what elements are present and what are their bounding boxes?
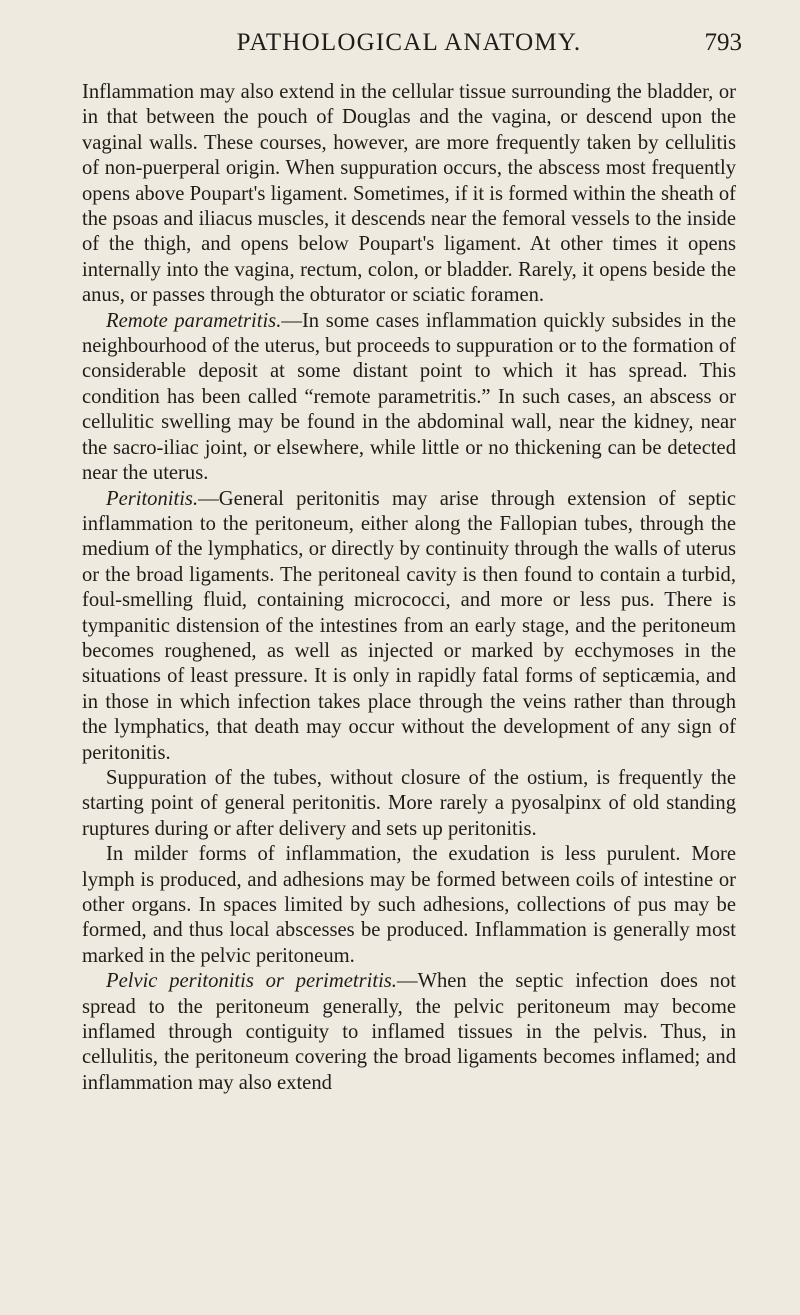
paragraph-text: Inflammation may also extend in the cellular tissue surrounding the bladder, or in that between the pouch of Douglas and the vagina, or descend upon the vaginal walls. These courses, however, are more frequently taken by cellulitis of non-puerperal origin. When suppuration occurs, the abscess most frequently opens above Poupart's ligament. Sometimes, if it is formed within the sheath of the psoas and iliacus muscles, it descends near the femoral vessels to the inside of the thigh, and opens below Poupart's ligament. At other times it opens internally into the vagina, rectum, colon, or bladder. Rarely, it opens beside the anus, or passes through the obturator or sciatic foramen.	[82, 81, 736, 307]
paragraph-text: —When the septic infection does not spread to the peritoneum generally, the pelvic peritoneum may become inflamed through contiguity to inflamed tissues in the pelvis. Thus, in cellulitis, the peritoneum covering the broad ligaments becomes inflamed; and inflammation may also extend	[82, 970, 736, 1094]
page-number: 793	[704, 29, 742, 56]
paragraph-cellular-extension	[82, 80, 736, 309]
paragraph-peritonitis	[82, 487, 736, 766]
paragraph-remote-parametritis	[82, 309, 736, 487]
paragraph-text: —In some cases inflammation quickly subsides in the neighbourhood of the uterus, but proceeds to suppuration or to the formation of considerable deposit at some distant point to which it has spread. This condition has been called “remote parametritis.” In such cases, an abscess or cellulitic swelling may be found in the abdominal wall, near the kidney, near the sacro-iliac joint, or elsewhere, while little or no thickening can be detected near the uterus.	[82, 309, 736, 485]
paragraph-pelvic-peritonitis	[82, 969, 736, 1096]
paragraph-milder-forms	[82, 842, 736, 969]
paragraph-suppuration-tubes	[82, 766, 736, 842]
paragraph-text: Suppuration of the tubes, without closure of the ostium, is frequently the starting point of general peritonitis. More rarely a pyosalpinx of old standing ruptures during or after delivery and sets up peritonitis.	[82, 766, 736, 840]
paragraph-text: —General peritonitis may arise through extension of septic inflammation to the peritoneum, either along the Fallopian tubes, through the medium of the lymphatics, or directly by continuity through the walls of uterus or the broad ligaments. The peritoneal cavity is then found to contain a turbid, foul-smelling fluid, containing micrococci, and more or less pus. There is tympanitic distension of the intestines from an early stage, and the peritoneum becomes roughened, as well as injected or marked by ecchymoses in the situations of least pressure. It is only in rapidly fatal forms of septicæmia, and in those in which infection takes place through the veins rather than through the lymphatics, that death may occur without the development of any sign of peritonitis.	[82, 487, 736, 764]
section-heading-peritonitis: Peritonitis.	[106, 487, 199, 510]
section-heading-remote-parametritis: Remote parametritis.	[106, 309, 282, 332]
paragraph-text: In milder forms of inflammation, the exudation is less purulent. More lymph is produced, and adhesions may be formed between coils of intestine or other organs. In spaces limited by such adhesions, collections of pus may be formed, and thus local abscesses be produced. Inflammation is generally most marked in the pelvic peritoneum.	[82, 843, 736, 967]
section-heading-pelvic-peritonitis: Pelvic peritonitis or perimetritis.	[106, 970, 397, 993]
running-head	[82, 0, 742, 80]
body-text	[82, 80, 736, 1096]
running-title: PATHOLOGICAL ANATOMY.	[236, 29, 582, 56]
